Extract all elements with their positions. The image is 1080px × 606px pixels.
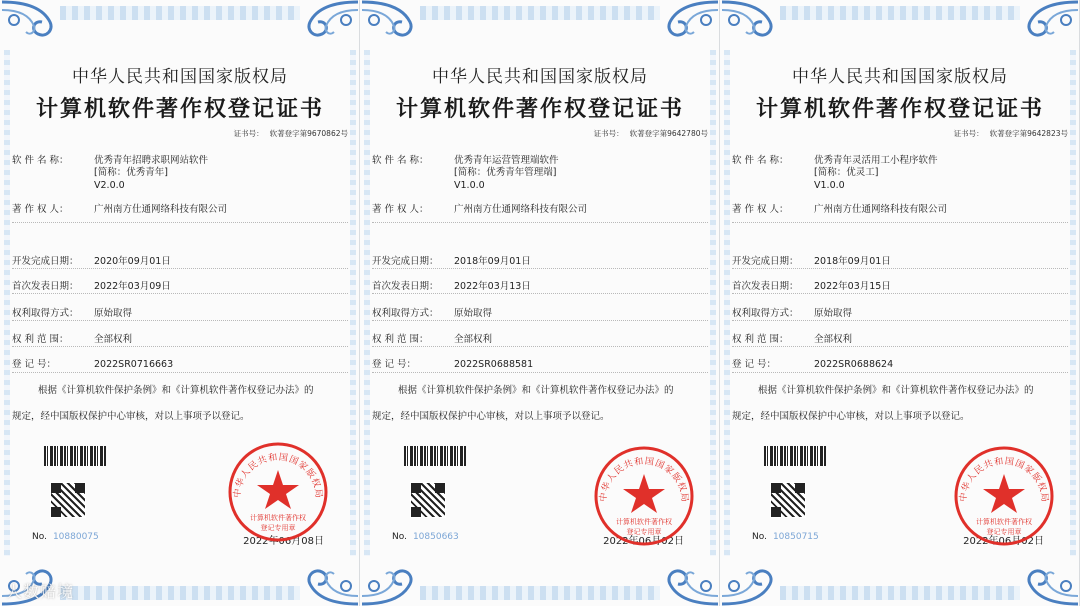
acquisition-row (372, 305, 492, 319)
registration-row (732, 356, 893, 370)
acquisition-method: 原始取得 (454, 308, 493, 319)
software-name-row (12, 152, 208, 192)
software-short-name: [简称：优灵工] (814, 167, 879, 178)
software-name: 优秀青年灵活用工小程序软件 (814, 155, 938, 166)
seal-inner-text: 登记专用章 (626, 528, 662, 536)
border-band-right (710, 50, 716, 556)
corner-ornament-icon (296, 560, 360, 606)
issuer-name: 中华人民共和国国家版权局 (432, 67, 648, 87)
software-short-name: [简称：优秀青年管理端] (454, 167, 557, 178)
divider (372, 372, 708, 373)
software-short-name: [简称：优秀青年] (94, 167, 168, 178)
software-name-label: 软 件 名 称： (372, 155, 429, 166)
seal-inner-text: 登记专用章 (986, 528, 1022, 536)
corner-ornament-icon (1016, 0, 1080, 46)
corner-ornament-icon (0, 0, 64, 46)
divider (12, 222, 348, 223)
divider (732, 346, 1068, 347)
border-band-right (350, 50, 356, 556)
border-band-bottom (420, 586, 660, 600)
owner-label: 著 作 权 人： (12, 204, 69, 215)
seal-inner-text: 计算机软件著作权 (616, 518, 672, 526)
pub-date-row (372, 278, 531, 292)
issuer-name: 中华人民共和国国家版权局 (792, 67, 1008, 87)
seal-inner-text: 计算机软件著作权 (976, 518, 1032, 526)
divider (12, 268, 348, 269)
dev-date: 2020年09月01日 (94, 256, 171, 267)
acquisition-method: 原始取得 (814, 308, 853, 319)
owner-row (12, 201, 227, 215)
certificate (720, 0, 1080, 606)
border-band-bottom (780, 586, 1020, 600)
divider (12, 346, 348, 347)
certificate (0, 0, 360, 606)
qr-code-icon (770, 482, 806, 518)
software-version: V1.0.0 (814, 180, 845, 191)
legal-statement-line-2: 规定，经中国版权保护中心审核，对以上事项予以登记。 (12, 411, 250, 422)
certificate (360, 0, 720, 606)
divider (372, 293, 708, 294)
scope-row (372, 331, 492, 345)
legal-statement-line-1: 根据《计算机软件保护条例》和《计算机软件著作权登记办法》的 (38, 385, 314, 396)
certificate-number: 证书号： 软著登字第9670862号 (233, 129, 348, 138)
divider (732, 293, 1068, 294)
dev-date: 2018年09月01日 (814, 256, 891, 267)
pub-date: 2022年03月15日 (814, 281, 891, 292)
dev-date-label: 开发完成日期： (732, 256, 799, 267)
issue-date: 2022年06月02日 (963, 536, 1044, 547)
divider (732, 268, 1068, 269)
divider (12, 293, 348, 294)
divider (12, 372, 348, 373)
corner-ornament-icon (720, 560, 784, 606)
rights-scope: 全部权利 (454, 334, 493, 345)
owner-name: 广州南方仕通网络科技有限公司 (454, 204, 588, 215)
acquisition-row (12, 305, 132, 319)
seal-ring-text: 中华人民共和国国家版权局 (598, 456, 690, 504)
scope-label: 权 利 范 围： (732, 334, 789, 345)
corner-ornament-icon (720, 0, 784, 46)
seal-inner-text: 登记专用章 (260, 524, 296, 532)
border-band-top (420, 6, 660, 20)
certificate-title: 计算机软件著作权登记证书 (395, 96, 684, 122)
legal-statement-line-2: 规定，经中国版权保护中心审核，对以上事项予以登记。 (732, 411, 970, 422)
legal-statement (12, 378, 348, 430)
barcode-icon (404, 446, 466, 466)
divider (372, 268, 708, 269)
legal-statement-line-1: 根据《计算机软件保护条例》和《计算机软件著作权登记办法》的 (398, 385, 674, 396)
issue-date: 2022年06月02日 (603, 536, 684, 547)
corner-ornament-icon (1016, 560, 1080, 606)
dev-date-label: 开发完成日期： (372, 256, 439, 267)
registration-label: 登 记 号： (732, 359, 777, 370)
border-band-bottom (60, 586, 300, 600)
registration-label: 登 记 号： (12, 359, 57, 370)
owner-row (732, 201, 947, 215)
registration-number: 2022SR0688624 (814, 359, 894, 370)
divider (372, 222, 708, 223)
barcode-icon (44, 446, 106, 466)
dev-date-row (12, 253, 171, 267)
dev-date-row (732, 253, 891, 267)
scope-row (732, 331, 852, 345)
certificate-title: 计算机软件著作权登记证书 (35, 96, 324, 122)
divider (372, 320, 708, 321)
divider (732, 222, 1068, 223)
scope-row (12, 331, 132, 345)
pub-date-label: 首次发表日期： (732, 281, 799, 292)
border-band-right (1070, 50, 1076, 556)
owner-label: 著 作 权 人： (372, 204, 429, 215)
serial-number: No. 10880075 (32, 532, 99, 542)
software-name: 优秀青年招聘求职网站软件 (94, 155, 209, 166)
official-seal-icon (952, 444, 1056, 548)
border-band-top (780, 6, 1020, 20)
certificate-number: 证书号： 软著登字第9642823号 (953, 129, 1068, 138)
barcode-icon (764, 446, 826, 466)
watermark: 人数赔境 (6, 582, 75, 601)
official-seal-icon (226, 440, 330, 544)
scope-label: 权 利 范 围： (12, 334, 69, 345)
border-band-left (724, 50, 730, 556)
legal-statement-line-1: 根据《计算机软件保护条例》和《计算机软件著作权登记办法》的 (758, 385, 1034, 396)
pub-date-row (732, 278, 891, 292)
divider (732, 320, 1068, 321)
registration-label: 登 记 号： (372, 359, 417, 370)
software-name-row (372, 152, 559, 192)
pub-date-label: 首次发表日期： (12, 281, 79, 292)
registration-row (12, 356, 173, 370)
seal-ring-text: 中华人民共和国国家版权局 (958, 456, 1050, 504)
issuer-name: 中华人民共和国国家版权局 (72, 67, 288, 87)
registration-row (372, 356, 533, 370)
serial-number: No. 10850663 (392, 532, 459, 542)
acquisition-label: 权利取得方式： (732, 308, 799, 319)
divider (12, 320, 348, 321)
software-name-label: 软 件 名 称： (12, 155, 69, 166)
corner-ornament-icon (656, 560, 720, 606)
dev-date-label: 开发完成日期： (12, 256, 79, 267)
qr-code-icon (410, 482, 446, 518)
registration-number: 2022SR0688581 (454, 359, 534, 370)
corner-ornament-icon (360, 560, 424, 606)
owner-row (372, 201, 587, 215)
acquisition-label: 权利取得方式： (372, 308, 439, 319)
divider (732, 372, 1068, 373)
dev-date-row (372, 253, 531, 267)
certificate-number: 证书号： 软著登字第9642780号 (593, 129, 708, 138)
software-name-label: 软 件 名 称： (732, 155, 789, 166)
corner-ornament-icon (656, 0, 720, 46)
dev-date: 2018年09月01日 (454, 256, 531, 267)
pub-date-row (12, 278, 171, 292)
acquisition-row (732, 305, 852, 319)
software-version: V1.0.0 (454, 180, 485, 191)
corner-ornament-icon (296, 0, 360, 46)
legal-statement (372, 378, 708, 430)
legal-statement-line-2: 规定，经中国版权保护中心审核，对以上事项予以登记。 (372, 411, 610, 422)
certificate-title: 计算机软件著作权登记证书 (755, 96, 1044, 122)
acquisition-method: 原始取得 (94, 308, 133, 319)
pub-date: 2022年03月13日 (454, 281, 531, 292)
software-version: V2.0.0 (94, 180, 125, 191)
official-seal-icon (592, 444, 696, 548)
issue-date: 2022年06月08日 (243, 536, 324, 547)
seal-inner-text: 计算机软件著作权 (250, 514, 306, 522)
corner-ornament-icon (360, 0, 424, 46)
owner-name: 广州南方仕通网络科技有限公司 (814, 204, 948, 215)
legal-statement (732, 378, 1068, 430)
pub-date: 2022年03月09日 (94, 281, 171, 292)
rights-scope: 全部权利 (814, 334, 853, 345)
rights-scope: 全部权利 (94, 334, 133, 345)
acquisition-label: 权利取得方式： (12, 308, 79, 319)
serial-number: No. 10850715 (752, 532, 819, 542)
divider (372, 346, 708, 347)
registration-number: 2022SR0716663 (94, 359, 174, 370)
pub-date-label: 首次发表日期： (372, 281, 439, 292)
owner-label: 著 作 权 人： (732, 204, 789, 215)
seal-ring-text: 中华人民共和国国家版权局 (232, 452, 324, 500)
qr-code-icon (50, 482, 86, 518)
software-name-row (732, 152, 938, 192)
border-band-left (4, 50, 10, 556)
border-band-left (364, 50, 370, 556)
border-band-top (60, 6, 300, 20)
owner-name: 广州南方仕通网络科技有限公司 (94, 204, 228, 215)
software-name: 优秀青年运营管理端软件 (454, 155, 559, 166)
scope-label: 权 利 范 围： (372, 334, 429, 345)
